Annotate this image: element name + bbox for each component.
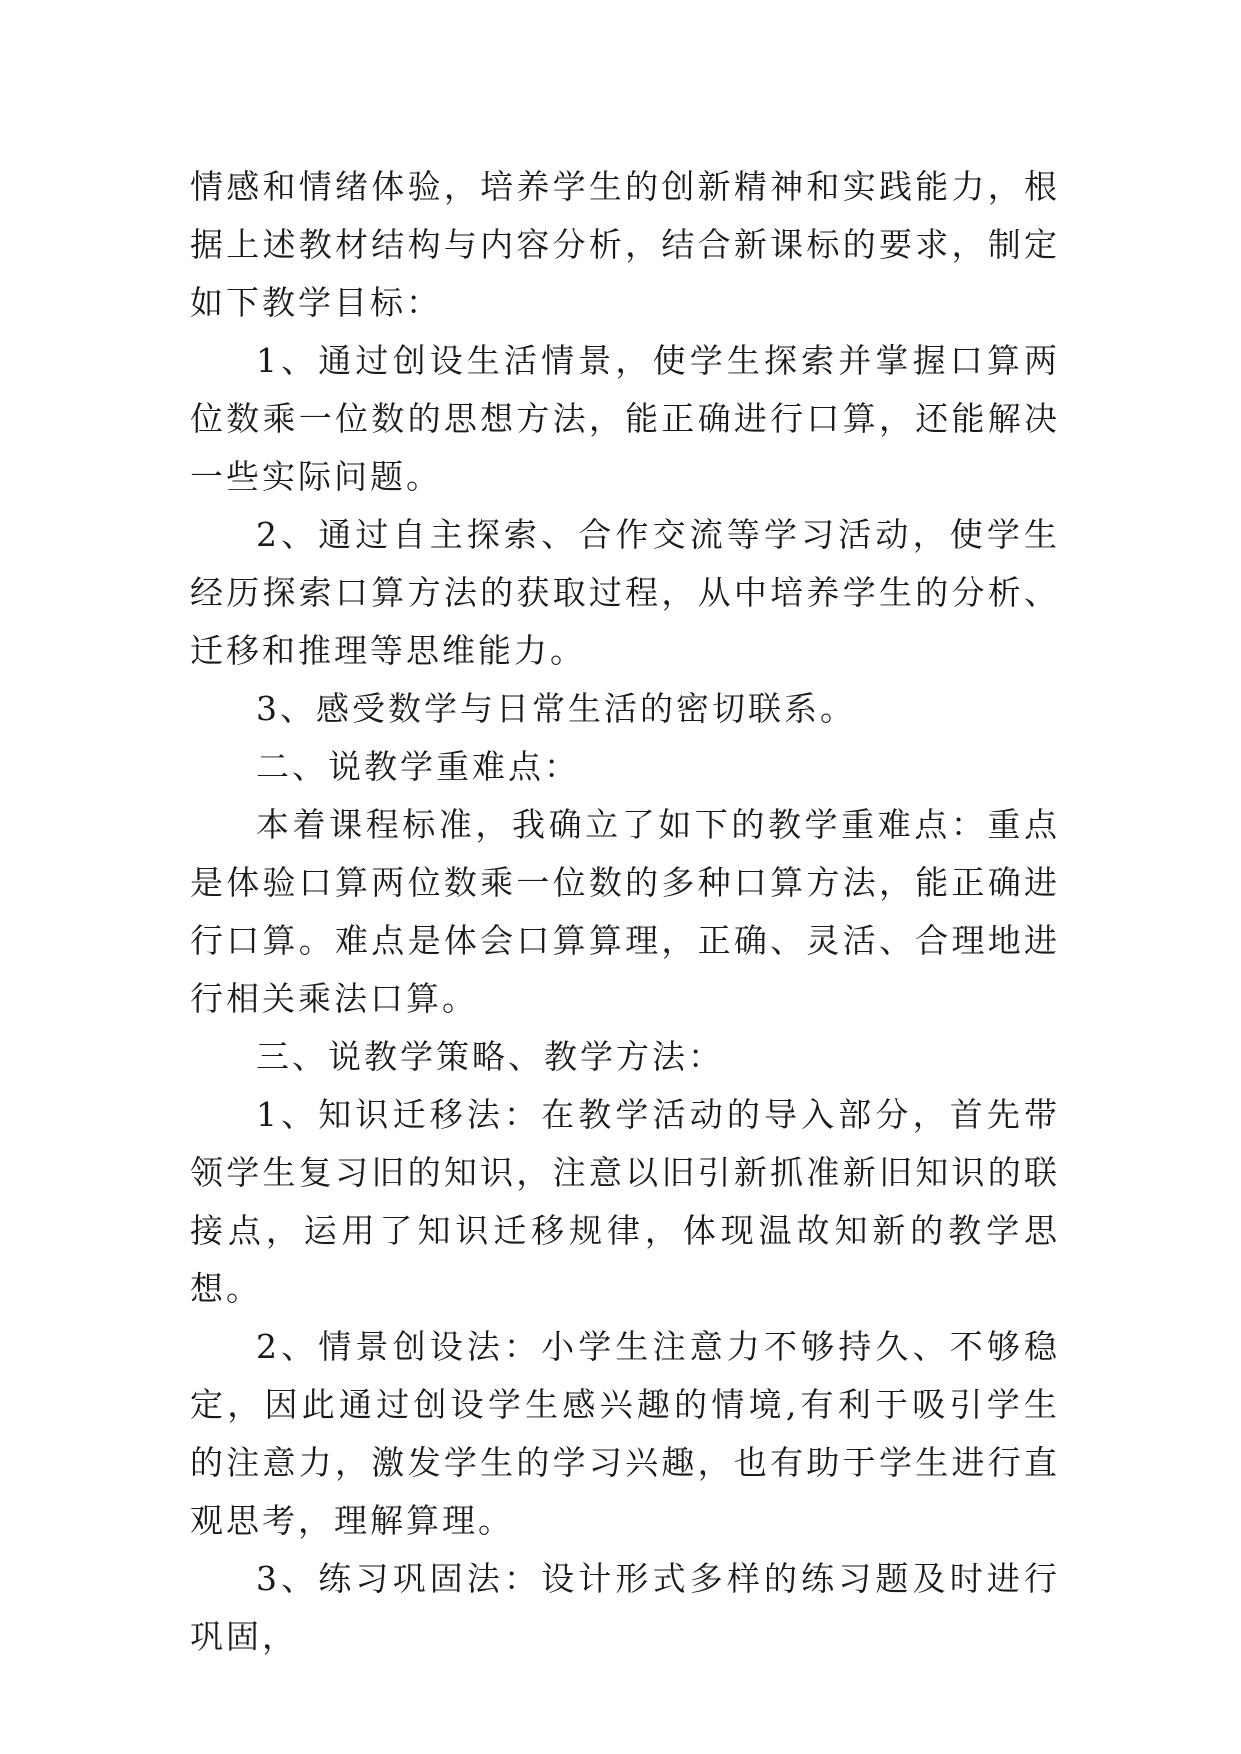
paragraph-objective-3: 3、感受数学与日常生活的密切联系。 — [256, 689, 856, 728]
paragraph-method-2: 2、情景创设法：小学生注意力不够持久、不够稳定，因此通过创设学生感兴趣的情境,有利于吸引学生的注意力，激发学生的学习兴趣，也有助于学生进行直观思考，理解算理。 — [190, 1327, 1060, 1540]
section-heading-key-points: 二、说教学重难点： — [256, 747, 580, 786]
document-body — [190, 158, 1060, 1666]
paragraph-objective-1: 1、通过创设生活情景，使学生探索并掌握口算两位数乘一位数的思想方法，能正确进行口算，还能解决一些实际问题。 — [190, 341, 1060, 496]
paragraph-objectives-intro: 情感和情绪体验，培养学生的创新精神和实践能力，根据上述教材结构与内容分析，结合新课标的要求，制定如下教学目标： — [190, 167, 1060, 322]
paragraph-key-points: 本着课程标准，我确立了如下的教学重难点：重点是体验口算两位数乘一位数的多种口算方法，能正确进行口算。难点是体会口算算理，正确、灵活、合理地进行相关乘法口算。 — [190, 805, 1060, 1018]
paragraph-method-3: 3、练习巩固法：设计形式多样的练习题及时进行巩固， — [190, 1559, 1060, 1656]
paragraph-objective-2: 2、通过自主探索、合作交流等学习活动，使学生经历探索口算方法的获取过程，从中培养学生的分析、迁移和推理等思维能力。 — [190, 515, 1060, 670]
section-heading-strategies: 三、说教学策略、教学方法： — [256, 1037, 724, 1076]
paragraph-method-1: 1、知识迁移法：在教学活动的导入部分，首先带领学生复习旧的知识，注意以旧引新抓准新旧知识的联接点，运用了知识迁移规律，体现温故知新的教学思想。 — [190, 1095, 1060, 1308]
